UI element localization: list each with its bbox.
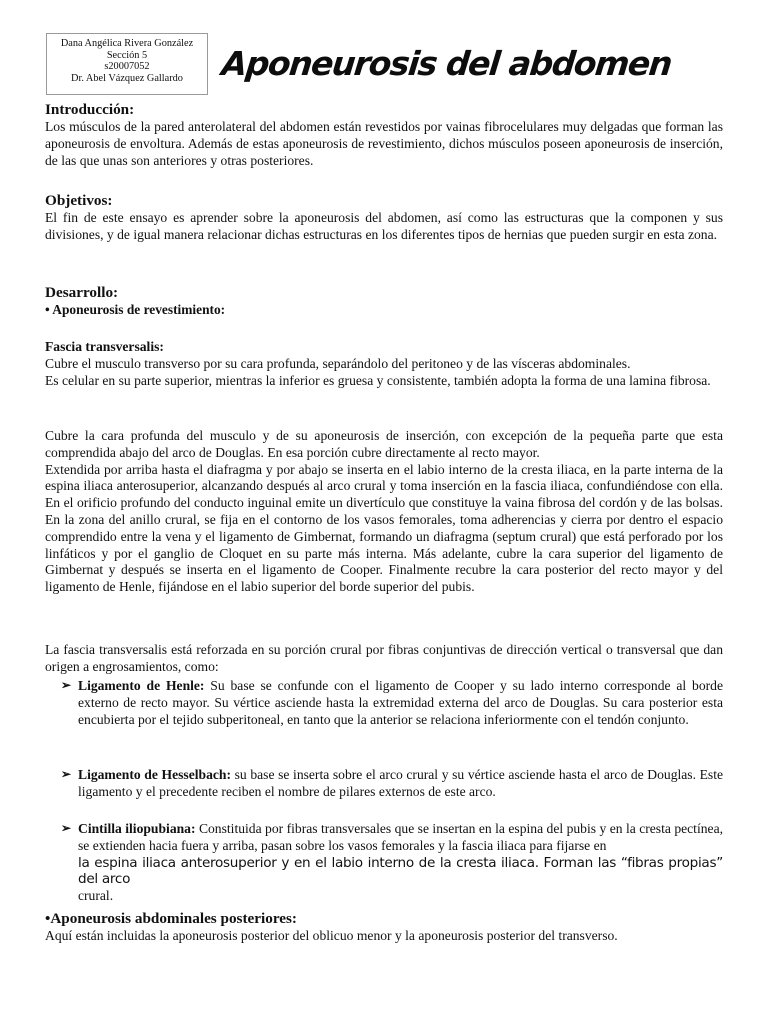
paragraph-3: Cubre la cara profunda del musculo y de su aponeurosis de inserción, con excepción de la pequeña parte que esta comprendida abajo del arco de Douglas. En esa porción cubre directamente al recto mayor. bbox=[45, 428, 723, 460]
document-title: Aponeurosis del abdomen bbox=[219, 44, 674, 83]
fascia-paragraphs bbox=[45, 428, 723, 596]
author-name: Dana Angélica Rivera González bbox=[60, 38, 194, 49]
hesselbach-text: su base se inserta sobre el arco crural y su vértice asciende hasta el arco de Douglas. Este ligamento y el precedente reciben el nombre de pilares externos de este arco. bbox=[78, 767, 724, 799]
posterior-text: Aquí están incluidas la aponeurosis posterior del oblicuo menor y la aponeurosis posterior del transverso. bbox=[45, 928, 618, 943]
teacher-name: Dr. Abel Vázquez Gallardo bbox=[71, 72, 183, 84]
intro-heading: Introducción: bbox=[45, 101, 135, 118]
author-id: s20007052 bbox=[104, 61, 150, 72]
henle-label: Ligamento de Henle: bbox=[78, 678, 205, 693]
list-item-henle bbox=[45, 678, 723, 728]
henle-text: Su base se confunde con el ligamento de Cooper y su lado interno corresponde al borde externo de recto mayor. Su vértice asciende hasta la extremidad externa del arco de Douglas. Su cara posterior esta encubierta por el tejido subperitoneal, en tanto que la anterior se relaciona inferiormente con el tendón conjunto. bbox=[78, 678, 723, 727]
cintilla-text: Constituida por fibras transversales que se insertan en la espina del pubis y en la cresta pectínea, se extienden hacia fuera y arriba, pasan sobre los vasos femorales y la fascia iliaca para fijarse en bbox=[78, 821, 723, 853]
posterior-section bbox=[45, 910, 723, 945]
posterior-heading: •Aponeurosis abdominales posteriores: bbox=[45, 910, 297, 927]
objectives-text: El fin de este ensayo es aprender sobre la aponeurosis del abdomen, así como las estructuras que la componen y sus divisiones, y de igual manera relacionar dichas estructuras en los diferentes tipos de hernias que pueden surgir en esta zona. bbox=[45, 210, 723, 242]
objectives-section bbox=[45, 192, 723, 244]
objectives-heading: Objetivos: bbox=[45, 192, 113, 209]
cintilla-label: Cintilla iliopubiana: bbox=[78, 821, 196, 836]
ligament-list-2 bbox=[45, 767, 723, 801]
fascia-section bbox=[45, 339, 723, 389]
arrow-bullet-icon: ➢ bbox=[61, 678, 72, 692]
list-item-cintilla bbox=[45, 821, 723, 905]
paragraph-4: Extendida por arriba hasta el diafragma y por abajo se inserta en el labio interno de la cresta iliaca, en la parte interna de la espina iliaca anterosuperior, alcanzando después al arco crural y toma inserción en la fascia iliaca, confundiéndose con ella. En el orificio profundo del conducto inguinal emite un divertículo que constituye la vaina fibrosa del cordón y de las bolsas. En la zona del anillo crural, se fija en el contorno de los vasos femorales, toma adherencias y cierra por dentro el espacio comprendido entre la vena y el ligamento de Gimbernat, formando un diafragma (septum crural) que está perforado por los linfáticos y por el ganglio de Cloquet en su parte más interna. Más adelante, cubre la cara superior del ligamento de Gimbernat y después se inserta en el ligamento de Cooper. Finalmente recubre la cara posterior del recto mayor y del ligamento de Henle, fijándose en el labio superior del borde superior del pubis. bbox=[45, 461, 723, 595]
development-section bbox=[45, 284, 723, 319]
hesselbach-label: Ligamento de Hesselbach: bbox=[78, 767, 231, 782]
author-section: Sección 5 bbox=[106, 49, 148, 61]
cintilla-text-end: crural. bbox=[78, 888, 114, 904]
list-item-hesselbach bbox=[45, 767, 723, 801]
fascia-heading: Fascia transversalis: bbox=[45, 339, 164, 354]
author-info-box bbox=[46, 33, 208, 95]
arrow-bullet-icon: ➢ bbox=[61, 821, 72, 835]
development-heading: Desarrollo: bbox=[45, 284, 119, 301]
arrow-bullet-icon: ➢ bbox=[61, 767, 72, 781]
cintilla-text-alt: la espina iliaca anterosuperior y en el labio interno de la cresta iliaca. Forman las “fibras propias” del arco bbox=[78, 854, 723, 888]
intro-text: Los músculos de la pared anterolateral del abdomen están revestidos por vainas fibrocelulares muy delgadas que forman las aponeurosis de envoltura. Además de estas aponeurosis de revestimiento, dichos músculos poseen aponeurosis de inserción, de las que unas son anteriores y otras posteriores. bbox=[45, 119, 723, 168]
paragraph-5-block bbox=[45, 642, 723, 676]
ligament-list bbox=[45, 678, 723, 728]
ligament-list-3 bbox=[45, 821, 723, 905]
paragraph-5: La fascia transversalis está reforzada en su porción crural por fibras conjuntivas de dirección vertical o transversal que dan origen a engrosamientos, como: bbox=[45, 642, 723, 674]
fascia-paragraph-1: Cubre el musculo transverso por su cara profunda, separándolo del peritoneo y de las vísceras abdominales. bbox=[45, 355, 631, 371]
revestimiento-bullet: • Aponeurosis de revestimiento: bbox=[45, 302, 226, 317]
fascia-paragraph-2: Es celular en su parte superior, mientras la inferior es gruesa y consistente, también adopta la forma de una lamina fibrosa. bbox=[45, 372, 711, 388]
intro-section bbox=[45, 101, 723, 169]
